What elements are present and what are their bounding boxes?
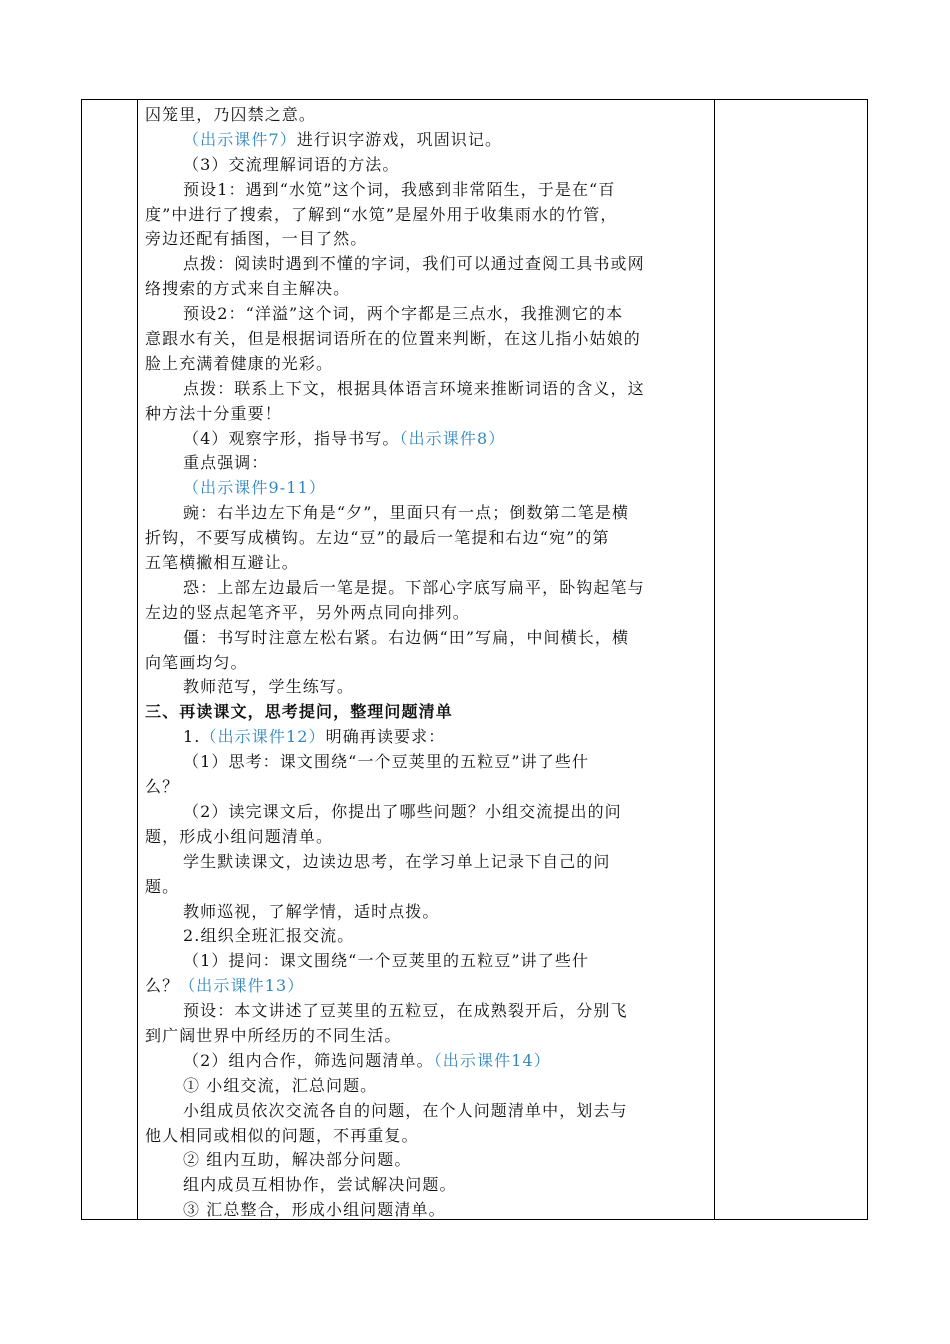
line-text: 点拨：阅读时遇到不懂的字词，我们可以通过查阅工具书或网 [183,254,645,274]
line-text: （4）观察字形，指导书写。 [183,428,400,448]
line-text: 种方法十分重要！ [145,403,282,423]
text-line [145,1198,705,1223]
courseware-ref: （出示课件9-11） [183,478,326,498]
text-line [145,377,705,402]
line-text: （1）思考：课文围绕“一个豆荚里的五粒豆”讲了些什 [183,752,590,772]
line-text: 僵：书写时注意左松右紧。右边俩“田”写扁，中间横长，横 [183,627,630,647]
courseware-ref: （出示课件14） [433,1050,551,1070]
text-line [145,153,705,178]
line-text: （2）组内合作，筛选问题清单。 [183,1050,434,1070]
text-line [145,725,705,750]
line-text: 组内成员互相协作，尝试解决问题。 [183,1175,457,1195]
courseware-ref: （出示课件13） [179,976,305,996]
line-text: 2.组织全班汇报交流。 [183,926,355,946]
text-line [145,1049,705,1074]
text-line [145,924,705,949]
line-text: ③ 汇总整合，形成小组问题清单。 [183,1200,446,1220]
line-text: （1）提问：课文围绕“一个豆荚里的五粒豆”讲了些什 [183,951,590,971]
text-line [145,900,705,925]
line-text: 进行识字游戏，巩固识记。 [296,129,503,149]
text-line [145,775,705,800]
line-text: 豌：右半边左下角是“夕”，里面只有一点；倒数第二笔是横 [183,503,630,523]
text-line [145,1173,705,1198]
line-text: 意跟水有关，但是根据词语所在的位置来判断，在这儿指小姑娘的 [145,329,641,349]
text-line [145,402,705,427]
line-text: 他人相同或相似的问题，不再重复。 [145,1125,419,1145]
line-text: 题。 [145,876,180,896]
text-line [145,626,705,651]
line-text: 到广阔世界中所经历的不同生活。 [145,1025,402,1045]
text-line [145,1074,705,1099]
text-line [145,526,705,551]
section-heading [145,700,705,725]
line-text: 学生默读课文，边读边思考，在学习单上记录下自己的问 [183,851,611,871]
text-line [145,675,705,700]
text-line [145,1148,705,1173]
line-text: 重点强调： [183,453,269,473]
table-divider-right [714,100,715,1219]
text-line [145,1124,705,1149]
text-line [145,850,705,875]
text-line [145,875,705,900]
text-line [145,551,705,576]
text-line [145,451,705,476]
text-line [145,1024,705,1049]
text-line [145,128,705,153]
line-text: （3）交流理解词语的方法。 [183,154,400,174]
line-text: 预设：本文讲述了豆荚里的五粒豆，在成熟裂开后，分别飞 [183,1001,628,1021]
line-text: 小组成员依次交流各自的问题，在个人问题清单中，划去与 [183,1100,628,1120]
line-text: 预设2：“洋溢”这个词，两个字都是三点水，我推测它的本 [183,304,624,324]
text-line [145,427,705,452]
text-line [145,178,705,203]
text-line [145,999,705,1024]
line-text: 折钩，不要写成横钩。左边“豆”的最后一笔提和右边“宛”的第 [145,528,610,548]
text-line [145,825,705,850]
line-text: 教师范写，学生练写。 [183,677,355,697]
lesson-content [145,103,705,1223]
line-text: 络搜索的方式来自主解决。 [145,279,351,299]
line-text: ② 组内互助，解决部分问题。 [183,1150,412,1170]
text-line [145,501,705,526]
text-line [145,974,705,999]
line-text: 三、再读课文，思考提问，整理问题清单 [145,702,453,722]
table-divider-left [137,100,138,1219]
line-text: 1. [183,727,201,747]
line-text: 左边的竖点起笔齐平，另外两点同向排列。 [145,602,470,622]
line-text: 旁边还配有插图，一目了然。 [145,229,368,249]
line-text: （2）读完课文后，你提出了哪些问题？小组交流提出的问 [183,801,622,821]
line-text: 明确再读要求： [325,727,446,747]
text-line [145,302,705,327]
text-line [145,476,705,501]
text-line [145,949,705,974]
line-text: 点拨：联系上下文，根据具体语言环境来推断词语的含义，这 [183,378,645,398]
text-line [145,352,705,377]
line-text: 题，形成小组问题清单。 [145,826,334,846]
line-text: 么？ [145,777,180,797]
line-text: 囚笼里，乃囚禁之意。 [145,105,317,124]
text-line [145,103,705,128]
text-line [145,227,705,252]
line-text: ① 小组交流，汇总问题。 [183,1075,378,1095]
line-text: 教师巡视，了解学情，适时点拨。 [183,901,440,921]
line-text: 恐：上部左边最后一笔是提。下部心字底写扁平，卧钩起笔与 [183,577,645,597]
text-line [145,800,705,825]
line-text: 五笔横撇相互避让。 [145,553,299,573]
courseware-ref: （出示课件8） [399,428,506,448]
line-text: 预设1：遇到“水笕”这个词，我感到非常陌生，于是在“百 [183,179,616,199]
line-text: 度”中进行了搜索，了解到“水笕”是屋外用于收集雨水的竹管， [145,204,618,224]
text-line [145,327,705,352]
text-line [145,750,705,775]
line-text: 脸上充满着健康的光彩。 [145,353,334,373]
text-line [145,252,705,277]
text-line [145,277,705,302]
text-line [145,1099,705,1124]
text-line [145,203,705,228]
courseware-ref: （出示课件7） [183,129,297,149]
line-text: 向笔画均匀。 [145,652,248,672]
line-text: 么？ [145,976,180,996]
text-line [145,576,705,601]
text-line [145,651,705,676]
text-line [145,601,705,626]
courseware-ref: （出示课件12） [200,727,326,747]
